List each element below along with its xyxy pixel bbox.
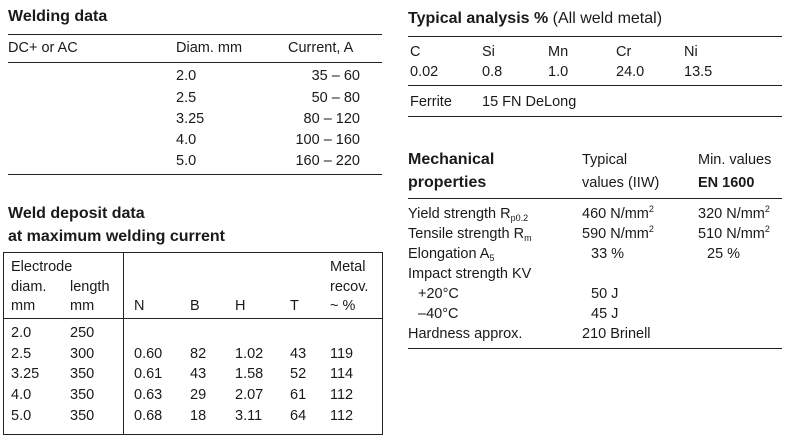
mech-header-rule <box>408 198 782 199</box>
welding-diam-cell: 5.0 <box>176 153 197 169</box>
deposit-cell-diam: 2.0 <box>11 325 32 341</box>
deposit-cell-diam: 4.0 <box>11 387 32 403</box>
analysis-element: Si <box>482 44 495 60</box>
welding-data-title: Welding data <box>8 8 108 25</box>
deposit-cell-h: 1.58 <box>235 366 264 382</box>
welding-diam-cell: 4.0 <box>176 132 197 148</box>
deposit-cell-h: 3.11 <box>235 408 263 424</box>
impact-strength-label: Impact strength KV <box>408 266 532 282</box>
deposit-h-mm-diam: mm <box>11 298 36 314</box>
analysis-element: Ni <box>684 44 698 60</box>
deposit-table-bottom-border <box>3 434 383 435</box>
deposit-header-rule <box>3 318 383 319</box>
tensile-strength-typical: 590 $N/mm^2$ <box>582 224 654 242</box>
analysis-title-bold: Typical analysis % <box>408 10 549 27</box>
deposit-cell-length: 250 <box>70 325 95 341</box>
analysis-value: 13.5 <box>684 64 713 80</box>
mech-bottom-rule <box>408 348 782 349</box>
mech-typical-header-line1: Typical <box>582 152 628 168</box>
deposit-cell-length: 300 <box>70 346 95 362</box>
deposit-h-h: H <box>235 298 246 314</box>
deposit-h-electrode: Electrode <box>11 259 73 275</box>
deposit-cell-metal: 112 <box>330 408 354 424</box>
deposit-cell-h: 2.07 <box>235 387 264 403</box>
impact-plus20-label: +20°C <box>418 286 459 302</box>
welding-diam-cell: 2.5 <box>176 90 197 106</box>
deposit-cell-n: 0.68 <box>134 408 163 424</box>
deposit-cell-h: 1.02 <box>235 346 264 362</box>
mech-title-line1: Mechanical <box>408 151 495 168</box>
analysis-title <box>408 10 662 28</box>
deposit-cell-length: 350 <box>70 366 95 382</box>
deposit-h-metal: Metal <box>330 259 366 275</box>
impact-minus40-value: 45 J <box>591 306 619 322</box>
analysis-value: 1.0 <box>548 64 569 80</box>
deposit-cell-metal: 112 <box>330 387 354 403</box>
analysis-title-rule <box>408 36 782 37</box>
yield-strength-typical: 460 $N/mm^2$ <box>582 204 654 222</box>
deposit-cell-t: 43 <box>290 346 307 362</box>
welding-col-current: Current, A <box>288 40 354 56</box>
ferrite-value: 15 FN DeLong <box>482 94 577 110</box>
mech-typical-header-line2: values (IIW) <box>582 175 660 191</box>
welding-col-diam: Diam. mm <box>176 40 243 56</box>
tensile-strength-label: Tensile strength $R_m$ <box>408 226 532 243</box>
deposit-h-t: T <box>290 298 299 314</box>
elongation-label: Elongation $A_5$ <box>408 246 495 263</box>
analysis-value: 0.8 <box>482 64 503 80</box>
welding-diam-cell: 2.0 <box>176 68 197 84</box>
deposit-table-left-border <box>3 252 4 435</box>
deposit-cell-diam: 2.5 <box>11 346 32 362</box>
deposit-h-mm-length: mm <box>70 298 95 314</box>
deposit-cell-metal: 119 <box>330 346 354 362</box>
welding-current-cell: 35 – 60 <box>311 68 360 84</box>
analysis-element: C <box>410 44 421 60</box>
deposit-cell-t: 52 <box>290 366 307 382</box>
deposit-cell-diam: 3.25 <box>11 366 40 382</box>
deposit-title-line2: at maximum welding current <box>8 228 225 245</box>
hardness-label: Hardness approx. <box>408 326 523 342</box>
deposit-cell-t: 64 <box>290 408 307 424</box>
tensile-strength-min: 510 $N/mm^2$ <box>698 224 770 242</box>
impact-minus40-label: –40°C <box>418 306 459 322</box>
deposit-cell-n: 0.60 <box>134 346 163 362</box>
deposit-cell-t: 61 <box>290 387 307 403</box>
deposit-cell-b: 18 <box>190 408 207 424</box>
deposit-cell-n: 0.63 <box>134 387 163 403</box>
deposit-cell-n: 0.61 <box>134 366 163 382</box>
welding-current-cell: 100 – 160 <box>295 132 360 148</box>
deposit-cell-b: 82 <box>190 346 207 362</box>
mech-min-header-line1: Min. values <box>698 152 772 168</box>
mech-title-line2: properties <box>408 174 487 191</box>
welding-bottom-rule <box>8 174 382 175</box>
analysis-title-rest: (All weld metal) <box>552 10 663 27</box>
deposit-table-divider <box>123 252 124 435</box>
deposit-h-recov: recov. <box>330 279 369 295</box>
deposit-cell-b: 29 <box>190 387 207 403</box>
deposit-cell-b: 43 <box>190 366 207 382</box>
analysis-value: 24.0 <box>616 64 645 80</box>
deposit-table-right-border <box>382 252 383 435</box>
deposit-h-n: N <box>134 298 145 314</box>
deposit-table-top-border <box>3 252 383 253</box>
mech-min-header-line2: EN 1600 <box>698 175 755 191</box>
analysis-bottom-rule <box>408 116 782 117</box>
welding-header-rule <box>8 62 382 63</box>
analysis-element: Mn <box>548 44 569 60</box>
welding-title-rule <box>8 34 382 35</box>
welding-current-cell: 160 – 220 <box>295 153 360 169</box>
welding-current-cell: 80 – 120 <box>303 111 360 127</box>
deposit-h-diam: diam. <box>11 279 47 295</box>
hardness-value: 210 Brinell <box>582 326 651 342</box>
ferrite-label: Ferrite <box>410 94 452 110</box>
impact-plus20-value: 50 J <box>591 286 619 302</box>
analysis-value: 0.02 <box>410 64 439 80</box>
deposit-h-pct: ~ % <box>330 298 356 314</box>
deposit-cell-length: 350 <box>70 408 95 424</box>
yield-strength-min: 320 $N/mm^2$ <box>698 204 770 222</box>
elongation-typical: 33 % <box>591 246 625 262</box>
welding-current-cell: 50 – 80 <box>311 90 360 106</box>
welding-diam-cell: 3.25 <box>176 111 205 127</box>
deposit-title-line1: Weld deposit data <box>8 205 145 222</box>
analysis-element: Cr <box>616 44 632 60</box>
welding-polarity: DC+ or AC <box>8 40 78 56</box>
analysis-values-rule <box>408 85 782 86</box>
deposit-cell-length: 350 <box>70 387 95 403</box>
deposit-cell-metal: 114 <box>330 366 354 382</box>
deposit-h-b: B <box>190 298 200 314</box>
deposit-cell-diam: 5.0 <box>11 408 32 424</box>
yield-strength-label: Yield strength $R_{p0.2}$ <box>408 206 529 223</box>
deposit-h-length: length <box>70 279 110 295</box>
elongation-min: 25 % <box>707 246 741 262</box>
